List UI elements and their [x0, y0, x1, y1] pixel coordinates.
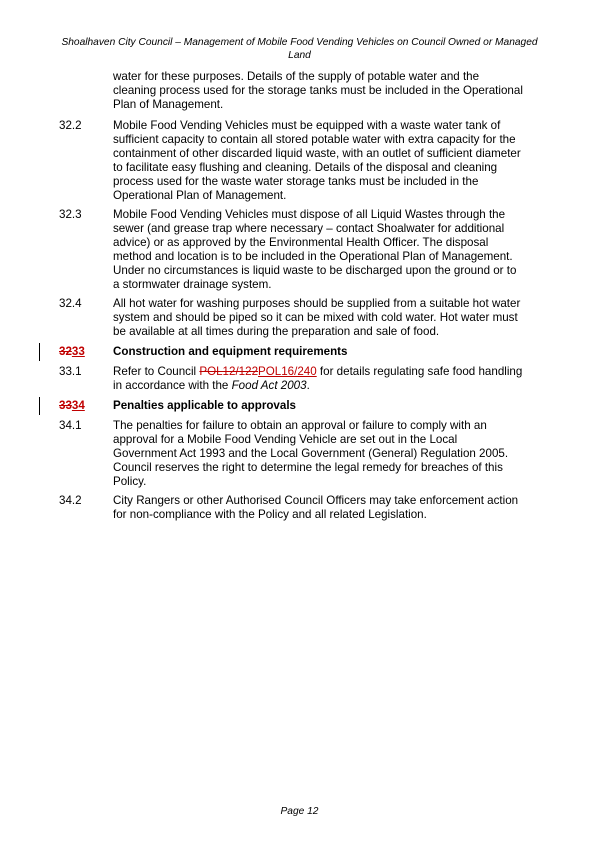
text-line: method and location is to be included in the Operational Plan of Management. — [113, 250, 513, 263]
clause-text — [113, 419, 545, 489]
clause-text — [113, 297, 545, 339]
text-line — [113, 365, 545, 379]
page-number: Page 12 — [280, 806, 319, 817]
text-line: The penalties for failure to obtain an approval or failure to comply with an — [113, 419, 487, 432]
text-segment: for details regulating safe food handling — [316, 365, 523, 378]
text-line: process used for the waste water storage tanks must be included in the — [113, 175, 479, 188]
clause-number: 34.1 — [59, 419, 82, 432]
text-line: advice) or as approved by the Environmental Health Officer. The disposal — [113, 236, 489, 249]
text-segment: Refer to Council — [113, 365, 200, 378]
section-number — [59, 345, 114, 359]
text-line: City Rangers or other Authorised Council Officers may take enforcement action — [113, 494, 519, 507]
deleted-number: 32 — [59, 345, 72, 358]
page-header — [50, 36, 549, 62]
text-line: Mobile Food Vending Vehicles must be equipped with a waste water tank of — [113, 119, 501, 132]
act-title: Food Act 2003 — [231, 379, 307, 392]
section-title: Penalties applicable to approvals — [113, 399, 296, 412]
text-line: Council reserves the right to determine the legal remedy for breaches of this — [113, 461, 503, 474]
deleted-number: 33 — [59, 399, 72, 412]
deleted-reference: POL12/122 — [199, 365, 259, 378]
text-line: be available at all times during the preparation and sale of food. — [113, 325, 440, 338]
header-line-2: Land — [288, 50, 311, 61]
text-line: Policy. — [113, 475, 147, 488]
text-segment: . — [306, 379, 310, 392]
inserted-number: 34 — [71, 399, 85, 412]
clause-number: 32.4 — [59, 297, 82, 310]
clause-text — [113, 119, 545, 203]
clause-32-1-continuation — [113, 70, 545, 112]
text-line: approval for a Mobile Food Vending Vehicle are set out in the Local — [113, 433, 458, 446]
text-line: Operational Plan of Management. — [113, 189, 287, 202]
header-line-1: Shoalhaven City Council – Management of Mobile Food Vending Vehicles on Council Owned or Managed — [61, 37, 538, 48]
change-bar — [39, 343, 40, 361]
clause-number: 33.1 — [59, 365, 82, 378]
clause-number: 34.2 — [59, 494, 82, 507]
text-line: system and should be piped so it can be mixed with cold water. Hot water must — [113, 311, 518, 324]
clause-number: 32.2 — [59, 119, 82, 132]
text-segment: in accordance with the — [113, 379, 232, 392]
text-line: Government Act 1993 and the Local Government (General) Regulation 2005. — [113, 447, 509, 460]
text-line: to facilitate easy flushing and cleaning. Details of the disposal and cleaning — [113, 161, 498, 174]
clause-text — [113, 208, 545, 292]
clause-text — [113, 494, 545, 522]
text-line — [113, 379, 545, 393]
text-line: water for these purposes. Details of the supply of potable water and the — [113, 70, 480, 83]
text-line: Plan of Management. — [113, 98, 224, 111]
text-line: sewer (and grease trap where necessary – contact Shoalwater for additional — [113, 222, 505, 235]
text-line: Under no circumstances is liquid waste to be discharged upon the ground or to — [113, 264, 517, 277]
text-line: sufficient capacity to contain all stored potable water with extra capacity for the — [113, 133, 516, 146]
text-line: Mobile Food Vending Vehicles must dispose of all Liquid Wastes through the — [113, 208, 506, 221]
clause-number: 32.3 — [59, 208, 82, 221]
change-bar — [39, 397, 40, 415]
text-line: All hot water for washing purposes should be supplied from a suitable hot water — [113, 297, 521, 310]
section-title: Construction and equipment requirements — [113, 345, 348, 358]
clause-text — [113, 365, 545, 393]
text-line: a stormwater drainage system. — [113, 278, 272, 291]
section-number — [59, 399, 114, 413]
text-line: containment of other discarded liquid waste, with an outlet of sufficient diameter — [113, 147, 521, 160]
inserted-reference: POL16/240 — [258, 365, 317, 378]
text-line: for non-compliance with the Policy and all related Legislation. — [113, 508, 427, 521]
inserted-number: 33 — [71, 345, 85, 358]
text-line: cleaning process used for the storage tanks must be included in the Operational — [113, 84, 523, 97]
